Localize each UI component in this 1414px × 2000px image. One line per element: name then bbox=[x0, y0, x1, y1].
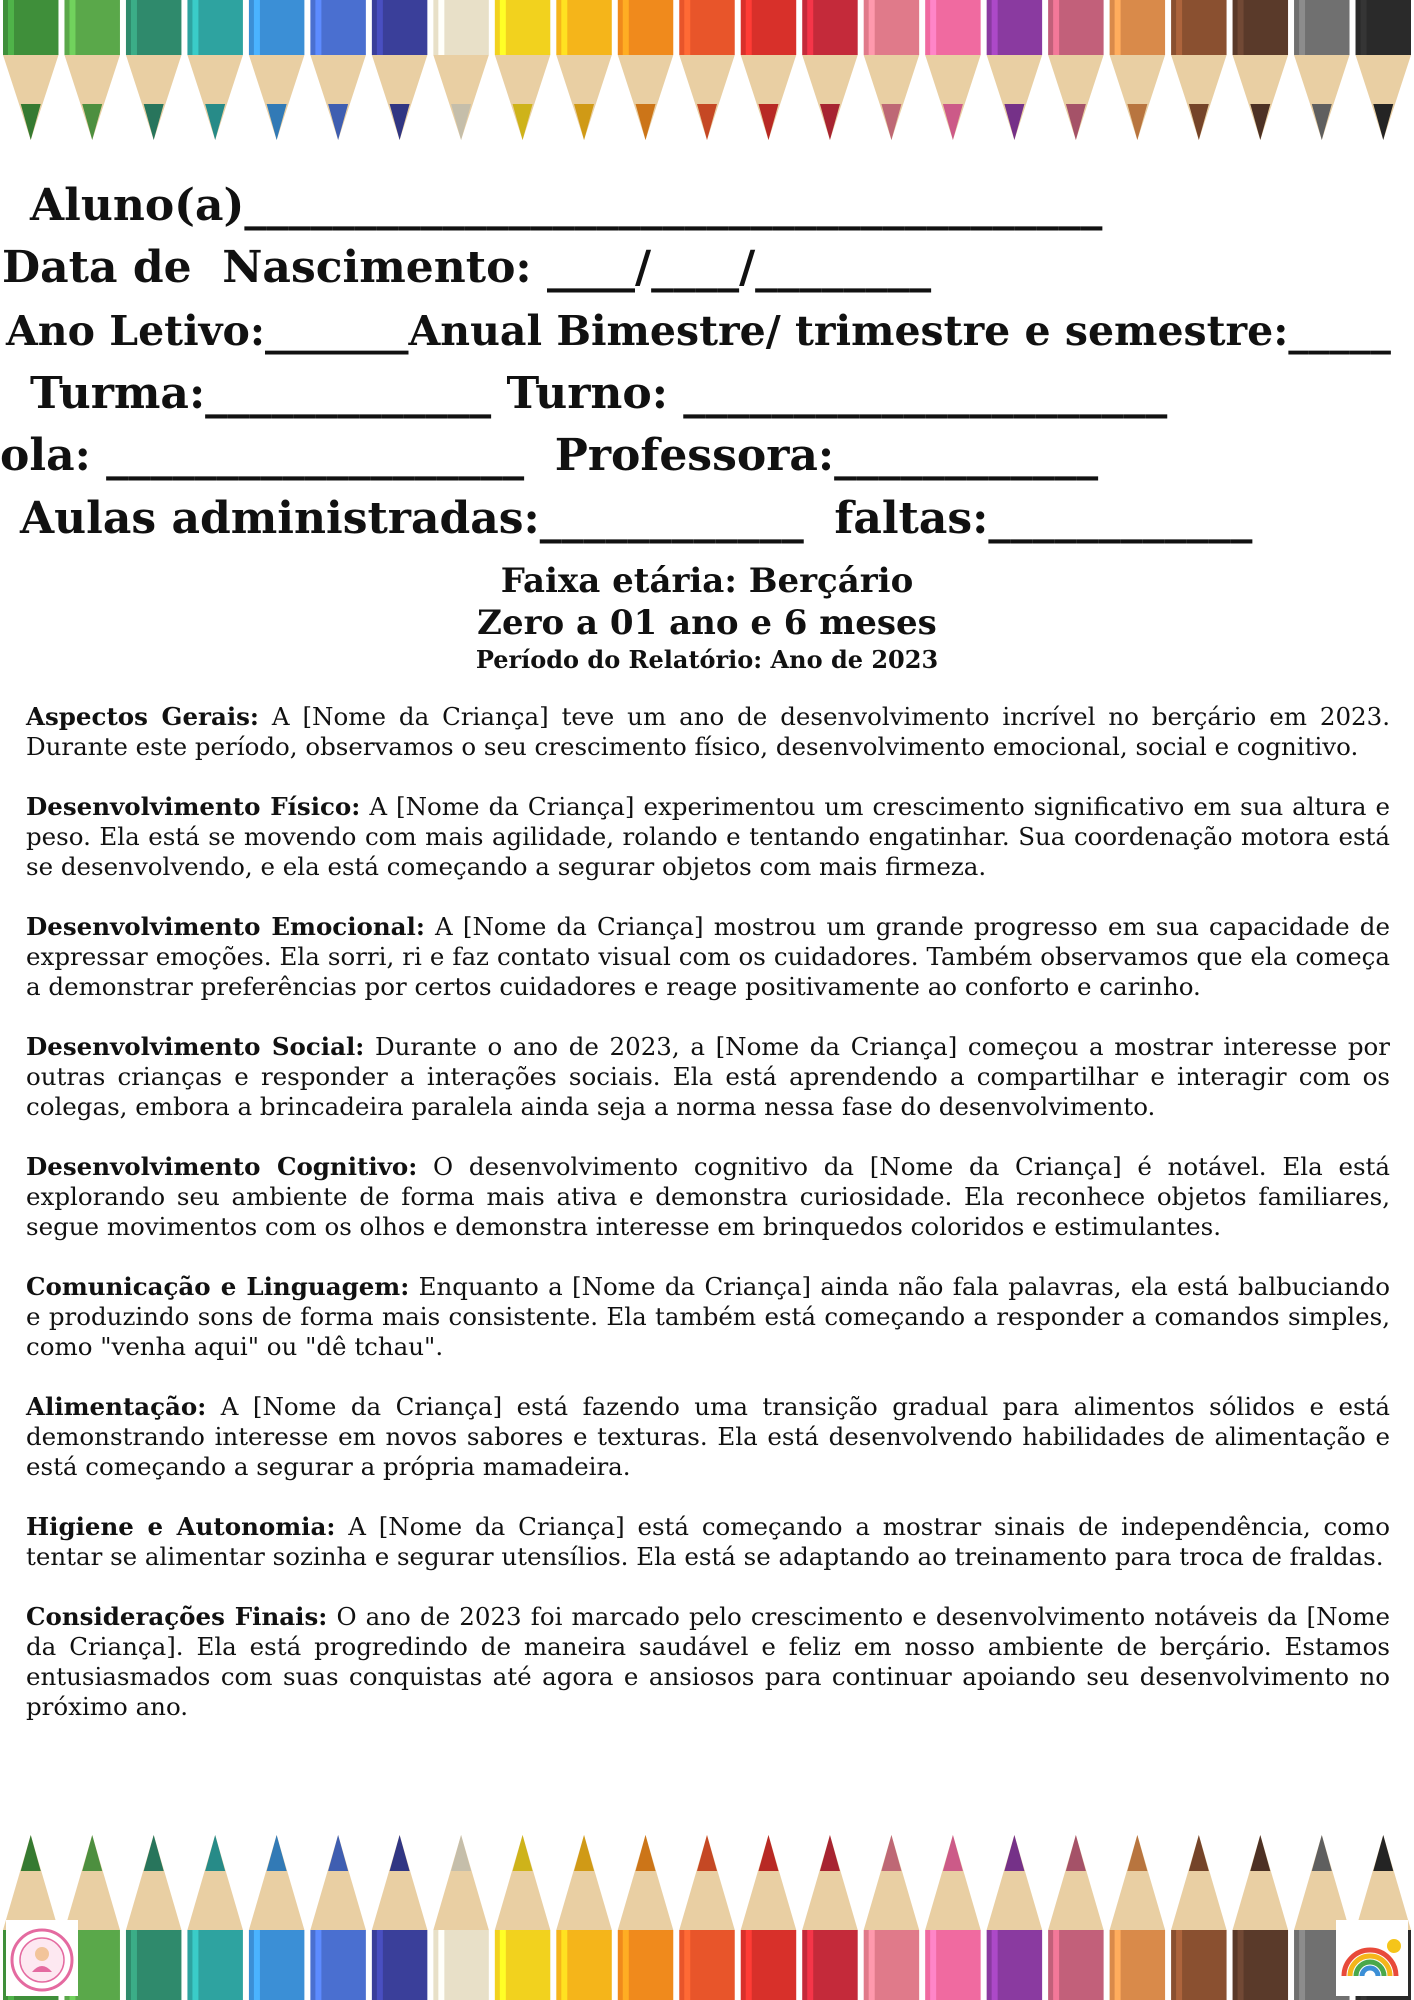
pencil bbox=[987, 0, 1042, 140]
pencil bbox=[126, 0, 181, 140]
pencil bbox=[556, 0, 611, 140]
pencil bbox=[1171, 1835, 1226, 2000]
pencil bbox=[3, 0, 58, 140]
pencil bbox=[1233, 1835, 1288, 2000]
classes-absences-line: Aulas administradas:____________ faltas:____________ bbox=[20, 493, 1253, 544]
section-heading: Desenvolvimento Físico: bbox=[26, 792, 361, 821]
pencil bbox=[679, 0, 734, 140]
pencil bbox=[802, 1835, 857, 2000]
school-teacher-line: ola: ___________________ Professora:____________ bbox=[0, 430, 1099, 481]
report-period: Período do Relatório: Ano de 2023 bbox=[475, 645, 939, 674]
pencil bbox=[1048, 0, 1103, 140]
pencil bbox=[249, 0, 304, 140]
section-heading: Considerações Finais: bbox=[26, 1602, 328, 1631]
rainbow-logo-icon bbox=[1336, 1920, 1408, 1996]
section-physical bbox=[26, 792, 1390, 882]
pencil bbox=[802, 0, 857, 140]
pencil bbox=[741, 1835, 796, 2000]
pencil bbox=[187, 0, 242, 140]
section-text: A [Nome da Criança] está começando a mostrar sinais de independência, como tentar se alimentar sozinha e segurar utensílios. Ela está se adaptando ao treinamento para troca de fraldas. bbox=[26, 1512, 1391, 1571]
class-shift-line: Turma:_____________ Turno: ______________________ bbox=[30, 368, 1168, 419]
pencil bbox=[126, 1835, 181, 2000]
pencil bbox=[495, 0, 550, 140]
student-name-line: Aluno(a)_______________________________________ bbox=[30, 180, 1103, 231]
pencil bbox=[741, 0, 796, 140]
section-communication bbox=[26, 1272, 1390, 1362]
section-text: A [Nome da Criança] mostrou um grande progresso em sua capacidade de expressar emoções. Ela sorri, ri e faz contato visual com os cuidadores. Também observamos que ela começa a demonstrar preferências por certos cuidadores e reage positivamente ao conforto e carinho. bbox=[26, 912, 1390, 1001]
section-cognitive bbox=[26, 1152, 1390, 1242]
section-heading: Desenvolvimento Emocional: bbox=[26, 912, 425, 941]
section-heading: Desenvolvimento Cognitivo: bbox=[26, 1152, 418, 1181]
pencil bbox=[1356, 0, 1411, 140]
pencil bbox=[556, 1835, 611, 2000]
pencil bbox=[433, 1835, 488, 2000]
age-range-title: Zero a 01 ano e 6 meses bbox=[477, 603, 937, 643]
pencil bbox=[1171, 0, 1226, 140]
pencil bbox=[64, 0, 119, 140]
section-text: A [Nome da Criança] experimentou um crescimento significativo em sua altura e peso. Ela está se movendo com mais agilidade, rolando e tentando engatinhar. Sua coordenação motora está se desenvolvendo, e ela está começando a segurar objetos com mais firmeza. bbox=[26, 792, 1390, 881]
age-group-title: Faixa etária: Berçário bbox=[500, 561, 914, 601]
section-text: A [Nome da Criança] teve um ano de desenvolvimento incrível no berçário em 2023. Durante este período, observamos o seu crescimento físico, desenvolvimento emocional, social e cognitivo. bbox=[26, 702, 1390, 761]
pencil bbox=[187, 1835, 242, 2000]
section-heading: Higiene e Autonomia: bbox=[26, 1512, 336, 1541]
pencil bbox=[433, 0, 488, 140]
pencil bbox=[310, 1835, 365, 2000]
teacher-badge-logo-icon bbox=[6, 1920, 78, 1996]
pencil bbox=[249, 1835, 304, 2000]
section-text: A [Nome da Criança] está fazendo uma transição gradual para alimentos sólidos e está demonstrando interesse em novos sabores e texturas. Ela está desenvolvendo habilidades de alimentação e está começando a segurar a própria mamadeira. bbox=[26, 1392, 1390, 1481]
pencil bbox=[495, 1835, 550, 2000]
birth-date-line: Data de Nascimento: ____/____/________ bbox=[2, 242, 932, 293]
section-heading: Aspectos Gerais: bbox=[26, 702, 259, 731]
section-text: Durante o ano de 2023, a [Nome da Criança] começou a mostrar interesse por outras crianças e responder a interações sociais. Ela está aprendendo a compartilhar e interagir com os colegas, embora a brincadeira paralela ainda seja a norma nessa fase do desenvolvimento. bbox=[26, 1032, 1390, 1121]
report-title bbox=[0, 560, 1414, 676]
pencil bbox=[618, 1835, 673, 2000]
section-general bbox=[26, 702, 1390, 762]
pencil bbox=[372, 0, 427, 140]
section-feeding bbox=[26, 1392, 1390, 1482]
pencil bbox=[1110, 1835, 1165, 2000]
section-heading: Alimentação: bbox=[26, 1392, 207, 1421]
school-year-line: Ano Letivo:_______Anual Bimestre/ trimestre e semestre:_____ bbox=[6, 307, 1391, 355]
top-pencil-decoration bbox=[0, 0, 1414, 190]
pencil bbox=[1294, 0, 1349, 140]
pencil bbox=[679, 1835, 734, 2000]
pencil-row-top bbox=[0, 0, 1414, 190]
section-hygiene bbox=[26, 1512, 1390, 1572]
pencil bbox=[1110, 0, 1165, 140]
section-final bbox=[26, 1602, 1390, 1722]
pencil bbox=[372, 1835, 427, 2000]
pencil bbox=[925, 0, 980, 140]
pencil bbox=[618, 0, 673, 140]
pencil bbox=[925, 1835, 980, 2000]
section-emotional bbox=[26, 912, 1390, 1002]
section-text: O ano de 2023 foi marcado pelo crescimento e desenvolvimento notáveis da [Nome da Criança]. Ela está progredindo de maneira saudável e feliz em nosso ambiente de berçário. Estamos entusiasmados com suas conquistas até agora e ansiosos para continuar apoiando seu desenvolvimento no próximo ano. bbox=[26, 1602, 1390, 1721]
section-text: O desenvolvimento cognitivo da [Nome da Criança] é notável. Ela está explorando seu ambiente de forma mais ativa e demonstra curiosidade. Ela reconhece objetos familiares, segue movimentos com os olhos e demonstra interesse em brinquedos coloridos e estimulantes. bbox=[26, 1152, 1390, 1241]
section-social bbox=[26, 1032, 1390, 1122]
report-body bbox=[26, 702, 1390, 1752]
pencil bbox=[864, 1835, 919, 2000]
section-heading: Desenvolvimento Social: bbox=[26, 1032, 365, 1061]
pencil bbox=[1233, 0, 1288, 140]
pencil bbox=[310, 0, 365, 140]
pencil-row-bottom bbox=[0, 1800, 1414, 2000]
bottom-pencil-decoration bbox=[0, 1800, 1414, 2000]
pencil bbox=[1048, 1835, 1103, 2000]
section-text: Enquanto a [Nome da Criança] ainda não fala palavras, ela está balbuciando e produzindo sons de forma mais consistente. Ela também está começando a responder a comandos simples, como "venha aqui" ou "dê tchau". bbox=[26, 1272, 1391, 1361]
pencil bbox=[864, 0, 919, 140]
pencil bbox=[987, 1835, 1042, 2000]
section-heading: Comunicação e Linguagem: bbox=[26, 1272, 410, 1301]
